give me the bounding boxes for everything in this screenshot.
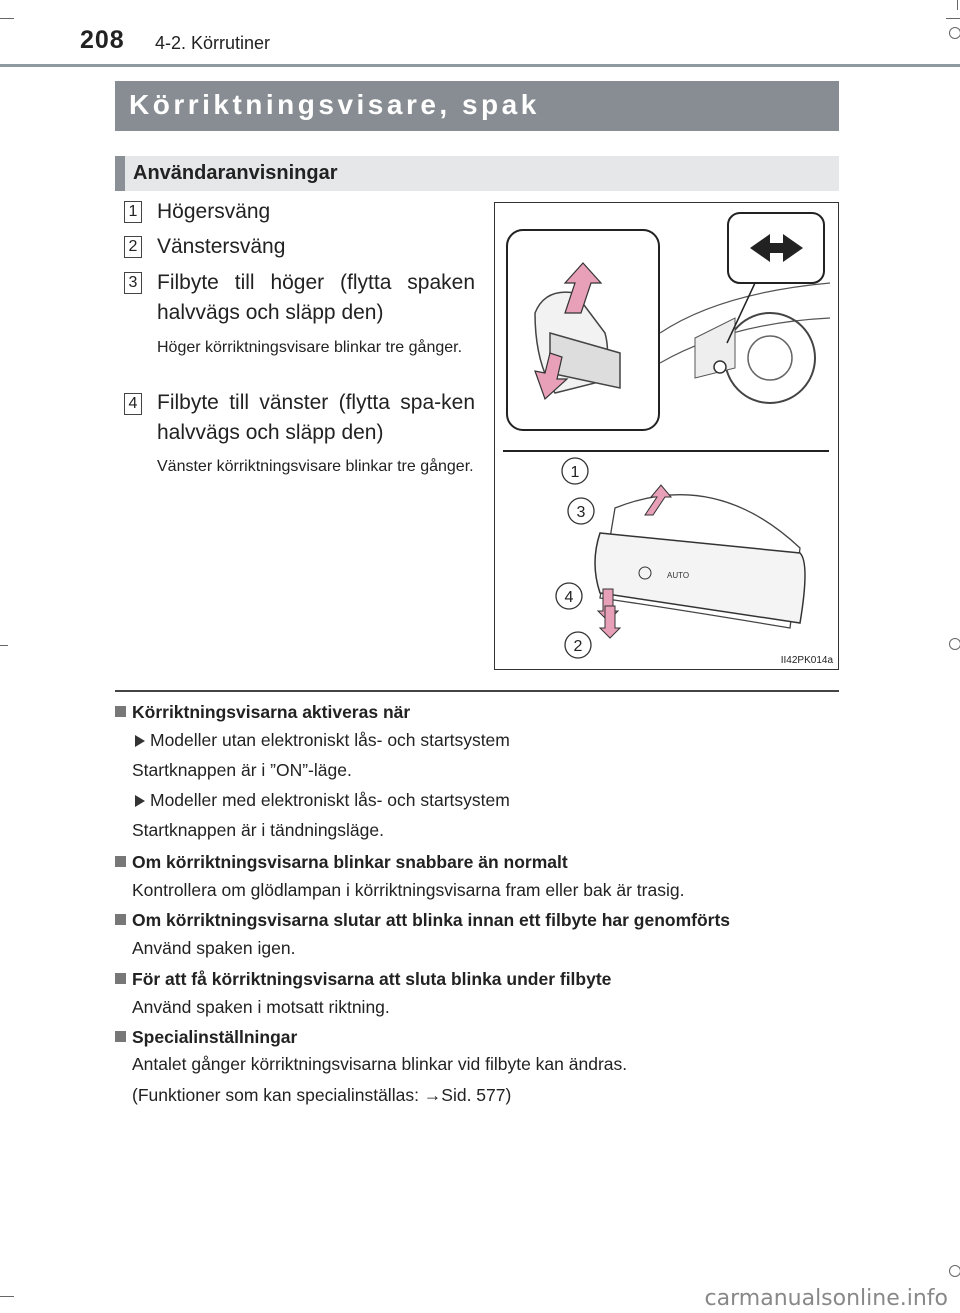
arrow-up-icon <box>645 485 671 515</box>
note-heading: Om körriktningsvisarna slutar att blinka innan ett filbyte har genomförts <box>132 910 731 930</box>
lever-illustration-svg <box>495 203 837 668</box>
registration-mark <box>949 638 960 650</box>
note-line: Kontrollera om glödlampan i körriktningsvisarna fram eller bak är trasig. <box>132 880 685 900</box>
crop-mark <box>946 18 960 19</box>
page-title: Körriktningsvisare, spak <box>129 89 540 120</box>
bullet-square-icon <box>115 706 126 717</box>
item-text: Filbyte till vänster (flytta spa-ken halvvägs och släpp den) <box>157 391 475 444</box>
crop-mark <box>0 645 8 646</box>
note-heading: Specialinställningar <box>132 1027 298 1047</box>
item-number: 4 <box>124 393 142 415</box>
callout-number: 2 <box>573 638 583 655</box>
item-text: Högersväng <box>157 200 271 223</box>
section-divider <box>115 690 839 692</box>
callout-number: 3 <box>576 504 586 521</box>
item-text: Filbyte till höger (flytta spaken halvvägs och släpp den) <box>157 271 475 324</box>
arrow-bullet-icon <box>135 735 145 747</box>
callout-number: 4 <box>564 589 574 606</box>
header-rule <box>0 64 960 67</box>
item-text: Vänstersväng <box>157 235 286 258</box>
note-line: Modeller utan elektroniskt lås- och startsystem <box>150 730 510 750</box>
note-line: Använd spaken i motsatt riktning. <box>132 997 390 1017</box>
steering-hub <box>748 336 792 380</box>
crop-mark <box>0 1296 14 1297</box>
bullet-square-icon <box>115 1031 126 1042</box>
bullet-square-icon <box>115 973 126 984</box>
subheading: Användaranvisningar <box>133 162 338 184</box>
figure-code: II42PK014a <box>780 655 833 666</box>
lever-label-auto: AUTO <box>667 571 690 580</box>
item-number: 2 <box>124 236 142 258</box>
item-note: Höger körriktningsvisare blinkar tre gånger. <box>157 339 463 356</box>
arrow-bullet-icon <box>135 795 145 807</box>
item-note: Vänster körriktningsvisare blinkar tre gånger. <box>157 458 474 475</box>
lever-body <box>595 533 805 623</box>
page-number: 208 <box>80 26 125 54</box>
note-heading: För att få körriktningsvisarna att sluta blinka under filbyte <box>132 969 612 989</box>
steering-wheel <box>725 313 815 403</box>
note-line: Startknappen är i tändningsläge. <box>132 820 384 840</box>
lever-highlight-circle <box>714 361 726 373</box>
page-title-bar <box>115 81 839 131</box>
registration-mark <box>949 1265 960 1277</box>
watermark[interactable]: carmanualsonline.info <box>704 1286 948 1311</box>
note-line: Startknappen är i ”ON”-läge. <box>132 760 352 780</box>
note-line: (Funktioner som kan specialinställas: →Sid. 577) <box>132 1085 512 1105</box>
bullet-square-icon <box>115 856 126 867</box>
note-line: Antalet gånger körriktningsvisarna blinkar vid filbyte kan ändras. <box>132 1054 628 1074</box>
registration-mark <box>949 27 960 39</box>
callout-pointer <box>727 283 755 343</box>
dashboard-line <box>660 283 830 333</box>
note-line: Använd spaken igen. <box>132 938 296 958</box>
note-heading: Om körriktningsvisarna blinkar snabbare än normalt <box>132 852 568 872</box>
note-line: Modeller med elektroniskt lås- och startsystem <box>150 790 510 810</box>
bullet-square-icon <box>115 914 126 925</box>
item-number: 1 <box>124 201 142 223</box>
subheading-bar <box>115 156 839 191</box>
callout-number: 1 <box>570 464 580 481</box>
note-heading: Körriktningsvisarna aktiveras när <box>132 702 411 722</box>
dashboard-line <box>660 318 830 363</box>
item-number: 3 <box>124 272 142 294</box>
section-title: 4-2. Körrutiner <box>155 33 271 53</box>
crop-mark <box>957 0 958 10</box>
turn-signal-lever-illustration <box>494 202 839 670</box>
crop-mark <box>0 18 14 19</box>
